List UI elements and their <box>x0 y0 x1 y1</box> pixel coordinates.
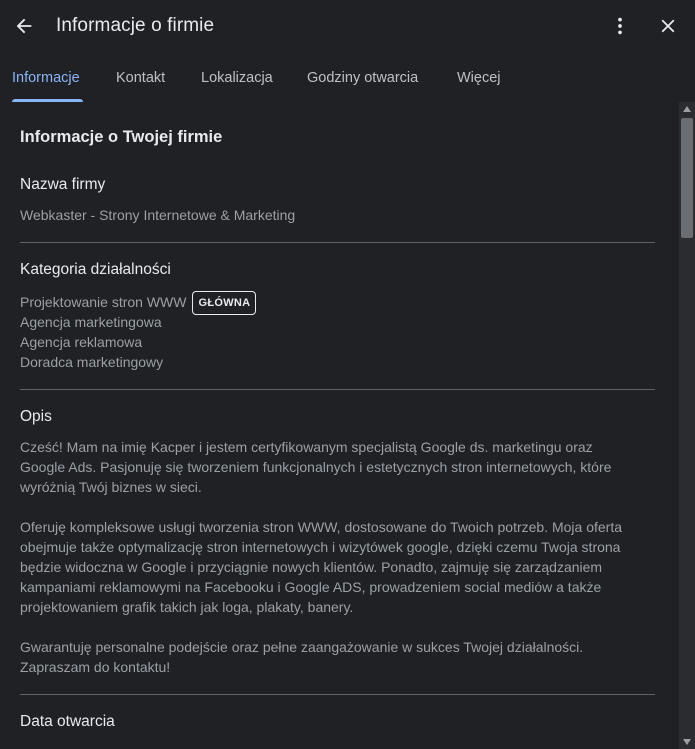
dialog-header <box>0 0 695 52</box>
description-line: obejmuje także optymalizację stron internetowych i wizytówek google, dzięki czemu Twoja strona <box>20 539 621 555</box>
business-name-label: Nazwa firmy <box>20 176 106 193</box>
category-item: Agencja marketingowa <box>20 314 162 330</box>
tab-informacje[interactable]: Informacje <box>12 70 80 86</box>
divider <box>20 389 655 390</box>
page-title: Informacje o firmie <box>56 15 215 36</box>
more-vert-icon <box>609 15 631 37</box>
description-line: wyróżnią Twój biznes w sieci. <box>20 479 202 495</box>
back-button[interactable] <box>10 12 38 40</box>
close-icon <box>657 15 679 37</box>
description-line: będzie widoczna w Google i przyciągnie nowych klientów. Ponadto, zajmuję się zarządzaniem <box>20 559 603 575</box>
category-item: Agencja reklamowa <box>20 334 143 350</box>
description-line: Cześć! Mam na imię Kacper i jestem certyfikowanym specjalistą Google ds. marketingu oraz <box>20 439 593 455</box>
close-button[interactable] <box>654 12 682 40</box>
tab-bar <box>0 56 695 102</box>
section-title: Informacje o Twojej firmie <box>20 128 223 146</box>
tab-kontakt[interactable]: Kontakt <box>116 70 166 86</box>
more-options-button[interactable] <box>606 12 634 40</box>
arrow-down-icon <box>683 739 691 745</box>
tab-lokalizacja[interactable]: Lokalizacja <box>201 70 273 86</box>
primary-badge: GŁÓWNA <box>192 291 256 315</box>
description-line: Google Ads. Pasjonuję się tworzeniem funkcjonalnych i estetycznych stron internetowych, które <box>20 459 612 475</box>
description-paragraph <box>20 637 660 677</box>
tab-wiecej[interactable]: Więcej <box>457 70 501 86</box>
description-line: projektowaniem grafik takich jak loga, plakaty, banery. <box>20 599 354 615</box>
category-primary: Projektowanie stron WWW <box>20 294 187 310</box>
active-tab-indicator <box>12 99 83 102</box>
description-label: Opis <box>20 408 52 425</box>
description-line: Gwarantuję personalne podejście oraz pełne zaangażowanie w sukces Twojej działalności. <box>20 639 584 655</box>
scroll-up-button[interactable] <box>679 102 695 116</box>
content-panel <box>0 104 679 749</box>
category-item: Doradca marketingowy <box>20 354 164 370</box>
scroll-down-button[interactable] <box>679 735 695 749</box>
arrow-back-icon <box>13 15 35 37</box>
category-label: Kategoria działalności <box>20 261 171 278</box>
description-paragraph <box>20 437 660 497</box>
description-line: Zapraszam do kontaktu! <box>20 659 171 675</box>
tab-godziny-otwarcia[interactable]: Godziny otwarcia <box>307 70 419 86</box>
divider <box>20 694 655 695</box>
description-paragraph <box>20 517 660 617</box>
divider <box>20 242 655 243</box>
arrow-up-icon <box>683 106 691 112</box>
scrollbar[interactable] <box>679 102 695 749</box>
description-line: Oferuję kompleksowe usługi tworzenia stron WWW, dostosowane do Twoich potrzeb. Moja oferta <box>20 519 623 535</box>
description-line: kampaniami reklamowymi na Facebooku i Google ADS, prowadzeniem social mediów a także <box>20 579 602 595</box>
business-name-value: Webkaster - Strony Internetowe & Marketing <box>20 207 296 223</box>
scroll-thumb[interactable] <box>681 118 693 238</box>
opening-date-label: Data otwarcia <box>20 713 115 730</box>
